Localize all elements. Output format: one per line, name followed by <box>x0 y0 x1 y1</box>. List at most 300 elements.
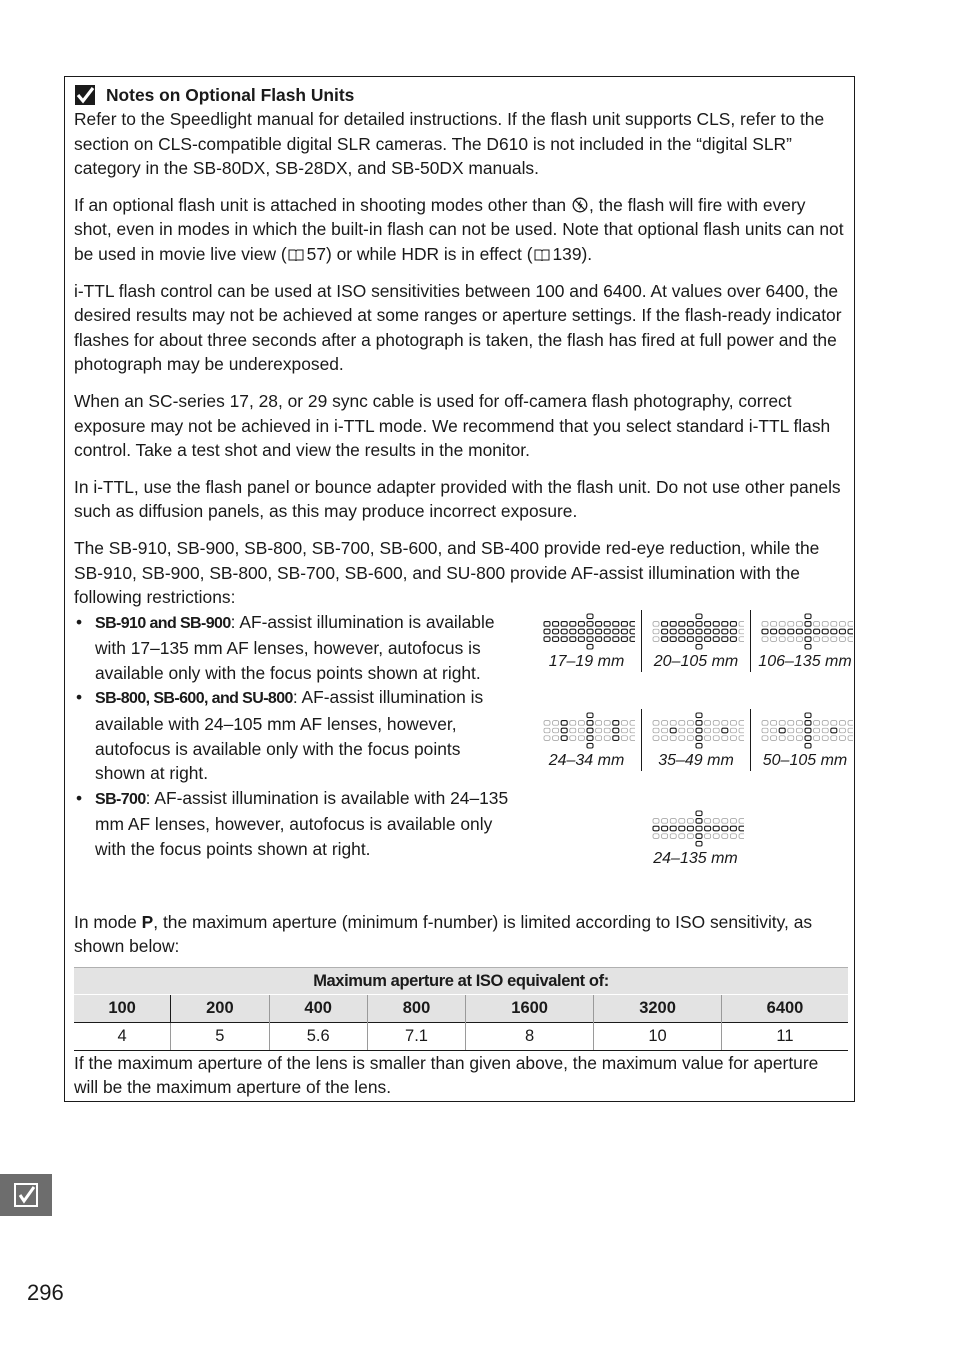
focus-point <box>705 621 711 626</box>
focus-point <box>670 826 676 831</box>
focus-point <box>839 720 845 725</box>
focus-point <box>713 735 719 740</box>
focus-point <box>788 720 794 725</box>
focus-point <box>739 621 744 626</box>
focus-point <box>839 735 845 740</box>
focus-point <box>587 743 593 748</box>
focus-point <box>587 621 593 626</box>
focus-point <box>814 621 820 626</box>
focus-point <box>739 720 744 725</box>
af-diagram <box>532 610 641 672</box>
focus-point <box>779 720 785 725</box>
focus-point <box>687 818 693 823</box>
bullet-sb700 <box>74 786 514 862</box>
focus-point <box>721 833 727 838</box>
focus-point <box>779 629 785 634</box>
focus-point <box>662 621 668 626</box>
focus-point <box>848 621 853 626</box>
focal-range-label: 106–135 mm <box>758 652 852 670</box>
focus-point <box>630 621 635 626</box>
focus-point <box>612 629 618 634</box>
focus-point <box>687 826 693 831</box>
focus-point <box>796 735 802 740</box>
focus-point <box>730 735 736 740</box>
focus-point <box>621 621 627 626</box>
model-name: SB-910 and SB-900 <box>95 614 231 632</box>
focus-point <box>552 636 558 641</box>
focus-point <box>848 629 853 634</box>
focus-point <box>578 629 584 634</box>
focus-point <box>739 826 744 831</box>
focus-point <box>595 735 601 740</box>
focus-point <box>704 833 710 838</box>
focus-point <box>595 621 601 626</box>
focus-point <box>796 629 802 634</box>
focus-point <box>722 629 728 634</box>
focus-point <box>621 728 627 733</box>
paragraph-sync-cable: When an SC-series 17, 28, or 29 sync cable is used for off-camera flash photography, correct exposure may not be achieved in i-TTL mode. We recommend that you select standard i-TTL flash control. Take a test shot and view the results in the monitor. <box>74 390 831 461</box>
note-title: Notes on Optional Flash Units <box>106 84 355 105</box>
focus-point <box>578 621 584 626</box>
focus-point <box>561 621 567 626</box>
focus-point <box>561 720 567 725</box>
focus-point <box>630 636 635 641</box>
aperture-cell: 8 <box>466 1023 594 1051</box>
focal-range-label: 17–19 mm <box>548 652 625 670</box>
focus-point <box>662 720 668 725</box>
focus-point <box>679 720 685 725</box>
focus-point <box>771 636 777 641</box>
focus-point <box>544 728 550 733</box>
focus-point <box>544 735 550 740</box>
focus-point <box>796 720 802 725</box>
focus-point <box>687 720 693 725</box>
focus-point <box>544 621 550 626</box>
focus-point <box>670 728 676 733</box>
focus-point <box>670 833 676 838</box>
focus-point <box>552 629 558 634</box>
focus-point <box>713 629 719 634</box>
focus-point <box>587 735 593 740</box>
focus-point <box>621 735 627 740</box>
focus-point <box>653 621 659 626</box>
focus-point <box>814 720 820 725</box>
focus-point <box>762 720 768 725</box>
focus-point <box>739 818 744 823</box>
focus-point <box>713 826 719 831</box>
focus-point <box>814 629 820 634</box>
focus-point <box>739 636 744 641</box>
focus-point <box>587 728 593 733</box>
focus-point <box>713 818 719 823</box>
focus-point <box>578 735 584 740</box>
focus-point <box>730 833 736 838</box>
p2-text-d: ). <box>581 243 593 264</box>
focus-point <box>587 720 593 725</box>
focus-point <box>696 644 702 649</box>
focus-point <box>722 728 728 733</box>
focus-point <box>587 713 593 718</box>
focus-point <box>696 743 702 748</box>
focus-point <box>831 636 837 641</box>
focus-point <box>822 621 828 626</box>
p2-text-a: If an optional flash unit is attached in shooting modes other than <box>74 194 567 215</box>
focus-point <box>722 720 728 725</box>
aperture-cell: 11 <box>722 1023 849 1051</box>
focus-point <box>730 728 736 733</box>
focus-point <box>578 728 584 733</box>
focus-point <box>595 629 601 634</box>
focus-point <box>653 826 659 831</box>
aperture-cell: 10 <box>594 1023 722 1051</box>
focus-points-diagram <box>648 610 744 650</box>
flash-off-icon <box>572 197 588 213</box>
mode-p-text-b: , the maximum aperture (minimum f-number) is limited according to ISO sensitivity, as shown below: <box>74 911 813 957</box>
focus-point <box>604 636 610 641</box>
focus-point <box>805 720 811 725</box>
paragraph-mode-p <box>74 910 845 959</box>
aperture-cell: 4 <box>74 1023 171 1051</box>
focus-point <box>679 621 685 626</box>
focus-point <box>762 735 768 740</box>
focus-points-diagram <box>757 709 853 749</box>
focus-points-diagram <box>539 610 635 650</box>
focus-point <box>679 629 685 634</box>
focus-point <box>569 636 575 641</box>
focus-point <box>831 629 837 634</box>
focus-point <box>831 621 837 626</box>
focus-point <box>713 720 719 725</box>
focus-point <box>604 728 610 733</box>
iso-cell: 3200 <box>594 995 722 1023</box>
paragraph-flash-panel: In i-TTL, use the flash panel or bounce adapter provided with the flash unit. Do not use other panels such as diffusion panels, as this may produce incorrect exposure. <box>74 476 841 522</box>
focus-point <box>687 735 693 740</box>
focus-point <box>569 720 575 725</box>
focal-range-label: 20–105 mm <box>653 652 739 670</box>
focus-point <box>561 629 567 634</box>
focus-point <box>604 735 610 740</box>
focus-point <box>779 735 785 740</box>
iso-cell: 800 <box>367 995 465 1023</box>
focus-point <box>805 636 811 641</box>
focus-point <box>612 621 618 626</box>
focus-point <box>805 713 811 718</box>
focus-point <box>696 811 702 816</box>
section-tab <box>0 1174 52 1216</box>
focus-point <box>621 636 627 641</box>
focus-point <box>722 735 728 740</box>
focus-point <box>805 728 811 733</box>
page-ref-57: 57 <box>306 243 326 264</box>
focus-point <box>730 818 736 823</box>
focus-point <box>848 735 853 740</box>
focus-point <box>730 629 736 634</box>
focus-point <box>630 720 635 725</box>
focus-point <box>569 735 575 740</box>
focus-point <box>779 621 785 626</box>
page-reference-icon <box>534 249 550 261</box>
focus-point <box>839 636 845 641</box>
focus-point <box>670 818 676 823</box>
focus-point <box>805 735 811 740</box>
af-diagram-row-sb800 <box>532 709 859 771</box>
focus-point <box>805 621 811 626</box>
focus-point <box>569 621 575 626</box>
focus-point <box>831 720 837 725</box>
af-assist-restrictions <box>74 610 852 900</box>
af-diagram <box>641 807 750 869</box>
focus-point <box>595 636 601 641</box>
focus-point <box>730 720 736 725</box>
iso-cell: 100 <box>74 995 171 1023</box>
bullet-sb910-sb900 <box>74 610 514 686</box>
focus-point <box>822 720 828 725</box>
focus-point <box>713 636 719 641</box>
focus-point <box>587 644 593 649</box>
optional-flash-note <box>64 76 855 1102</box>
af-diagram-row-sb700 <box>532 807 750 869</box>
focus-point <box>662 735 668 740</box>
focus-point <box>670 735 676 740</box>
focus-point <box>739 735 744 740</box>
focus-point <box>696 713 702 718</box>
max-aperture-table <box>74 967 848 1051</box>
focus-point <box>721 818 727 823</box>
focal-range-label: 24–34 mm <box>548 751 625 769</box>
focus-point <box>796 621 802 626</box>
focus-point <box>788 636 794 641</box>
focus-point <box>848 636 853 641</box>
focus-point <box>722 636 728 641</box>
focus-point <box>771 720 777 725</box>
p2-text-c: ) or while HDR is in effect ( <box>326 243 533 264</box>
focus-point <box>839 629 845 634</box>
focus-point <box>678 826 684 831</box>
iso-cell: 400 <box>269 995 367 1023</box>
focus-point <box>713 833 719 838</box>
focus-point <box>544 636 550 641</box>
focus-point <box>730 636 736 641</box>
focus-point <box>604 621 610 626</box>
focus-point <box>696 614 702 619</box>
focus-point <box>762 629 768 634</box>
focus-point <box>796 728 802 733</box>
page-number: 296 <box>27 1280 64 1305</box>
focus-point <box>653 833 659 838</box>
focus-point <box>552 735 558 740</box>
focus-point <box>805 614 811 619</box>
focus-point <box>839 621 845 626</box>
focus-point <box>788 621 794 626</box>
focus-point <box>552 720 558 725</box>
focus-point <box>670 621 676 626</box>
focus-point <box>762 636 768 641</box>
focus-point <box>771 621 777 626</box>
focus-point <box>713 728 719 733</box>
aperture-cell: 5.6 <box>269 1023 367 1051</box>
focus-point <box>569 728 575 733</box>
bullet-text: : AF-assist illumination is available with 24–105 mm AF lenses, however, autofocus is available only with the focus points shown at right. <box>95 687 484 784</box>
focus-point <box>721 826 727 831</box>
p2-text-b: , the flash will fire with every shot, even in modes in which the built-in flash can not be used. Note that optional flash units can not be used in movie live view ( <box>74 194 844 264</box>
focus-point <box>705 735 711 740</box>
focus-point <box>705 636 711 641</box>
focus-point <box>705 728 711 733</box>
focus-points-diagram <box>648 709 744 749</box>
focus-point <box>696 621 702 626</box>
focus-point <box>762 728 768 733</box>
focus-point <box>578 636 584 641</box>
focus-point <box>696 841 702 846</box>
focus-point <box>670 720 676 725</box>
focus-point <box>662 728 668 733</box>
focus-point <box>621 629 627 634</box>
focus-point <box>805 743 811 748</box>
focus-point <box>604 720 610 725</box>
focus-point <box>822 735 828 740</box>
focus-point <box>739 833 744 838</box>
iso-cell: 6400 <box>722 995 849 1023</box>
focal-range-label: 35–49 mm <box>658 751 734 769</box>
table-header: Maximum aperture at ISO equivalent of: <box>74 967 848 995</box>
focus-point <box>771 735 777 740</box>
focus-point <box>561 735 567 740</box>
focus-point <box>544 629 550 634</box>
focus-point <box>653 720 659 725</box>
focus-point <box>587 614 593 619</box>
focus-point <box>687 636 693 641</box>
focus-point <box>587 629 593 634</box>
bullet-sb800-sb600-su800 <box>74 685 514 785</box>
focus-point <box>630 728 635 733</box>
focus-point <box>621 720 627 725</box>
af-diagram <box>641 709 750 771</box>
focus-point <box>822 636 828 641</box>
checkmark-icon <box>74 84 96 106</box>
focus-point <box>704 818 710 823</box>
focus-point <box>630 629 635 634</box>
focus-point <box>831 735 837 740</box>
focus-point <box>696 818 702 823</box>
focus-point <box>678 818 684 823</box>
focus-point <box>612 735 618 740</box>
bullet-list <box>74 610 514 862</box>
focus-point <box>805 644 811 649</box>
focus-point <box>722 621 728 626</box>
focus-point <box>679 728 685 733</box>
focus-point <box>679 735 685 740</box>
focus-point <box>730 826 736 831</box>
notes-tab-icon <box>13 1182 39 1208</box>
focus-point <box>662 629 668 634</box>
focus-point <box>779 728 785 733</box>
focus-point <box>814 735 820 740</box>
paragraph-red-eye-af-assist: The SB-910, SB-900, SB-800, SB-700, SB-600, and SB-400 provide red-eye reduction, while the SB-910, SB-900, SB-800, SB-700, SB-600, and SU-800 provide AF-assist illumination with the following restrictions: <box>74 537 820 608</box>
focus-point <box>612 636 618 641</box>
focal-range-label: 24–135 mm <box>653 849 738 867</box>
focus-point <box>739 629 744 634</box>
focus-point <box>696 728 702 733</box>
paragraph-ittl-iso: i-TTL flash control can be used at ISO sensitivities between 100 and 6400. At values over 6400, the desired results may not be achieved at some ranges or aperture settings. If the flash-ready indicator flashes for about three seconds after a photograph is taken, the flash has fired at full power and the photograph may be underexposed. <box>74 280 842 375</box>
focus-point <box>587 636 593 641</box>
focus-point <box>552 728 558 733</box>
focus-point <box>670 636 676 641</box>
model-name: SB-800, SB-600, and SU-800 <box>95 690 293 708</box>
aperture-row <box>74 1023 848 1051</box>
page-reference-icon <box>288 249 304 261</box>
focus-points-diagram <box>757 610 853 650</box>
focus-point <box>822 728 828 733</box>
focus-point <box>544 720 550 725</box>
focus-point <box>687 728 693 733</box>
focus-point <box>678 833 684 838</box>
focus-point <box>661 833 667 838</box>
focus-point <box>661 826 667 831</box>
focus-point <box>661 818 667 823</box>
focus-point <box>578 720 584 725</box>
focus-point <box>604 629 610 634</box>
focus-point <box>762 621 768 626</box>
bullet-text: : AF-assist illumination is available with 24–135 mm AF lenses, however, autofocus is available only with the focus points shown at right. <box>95 787 509 860</box>
focus-point <box>595 728 601 733</box>
focus-point <box>771 629 777 634</box>
focus-point <box>788 728 794 733</box>
note-title-row <box>74 83 845 107</box>
focus-point <box>831 728 837 733</box>
focus-point <box>696 629 702 634</box>
focus-point <box>653 818 659 823</box>
focus-point <box>696 735 702 740</box>
focus-point <box>779 636 785 641</box>
focus-point <box>595 720 601 725</box>
focus-points-diagram <box>539 709 635 749</box>
focus-point <box>653 629 659 634</box>
focus-point <box>730 621 736 626</box>
focus-point <box>696 833 702 838</box>
iso-row <box>74 995 848 1023</box>
focus-point <box>696 826 702 831</box>
focus-point <box>739 728 744 733</box>
focus-point <box>670 629 676 634</box>
focus-point <box>814 728 820 733</box>
focus-point <box>612 728 618 733</box>
focus-point <box>561 636 567 641</box>
focus-point <box>805 629 811 634</box>
focus-point <box>705 720 711 725</box>
focus-point <box>612 720 618 725</box>
focus-point <box>696 720 702 725</box>
focus-point <box>687 629 693 634</box>
focus-point <box>788 735 794 740</box>
focus-point <box>848 728 853 733</box>
focus-point <box>713 621 719 626</box>
focus-point <box>630 735 635 740</box>
focus-point <box>687 621 693 626</box>
af-diagram <box>532 709 641 771</box>
focal-range-label: 50–105 mm <box>762 751 848 769</box>
focus-point <box>796 636 802 641</box>
af-diagram-spacer <box>532 807 641 869</box>
focus-point <box>822 629 828 634</box>
focus-point <box>653 636 659 641</box>
focus-point <box>679 636 685 641</box>
focus-point <box>687 833 693 838</box>
focus-points-diagram <box>648 807 744 847</box>
focus-point <box>696 636 702 641</box>
af-diagram-row-sb910 <box>532 610 859 672</box>
aperture-cell: 7.1 <box>367 1023 465 1051</box>
focus-point <box>705 629 711 634</box>
